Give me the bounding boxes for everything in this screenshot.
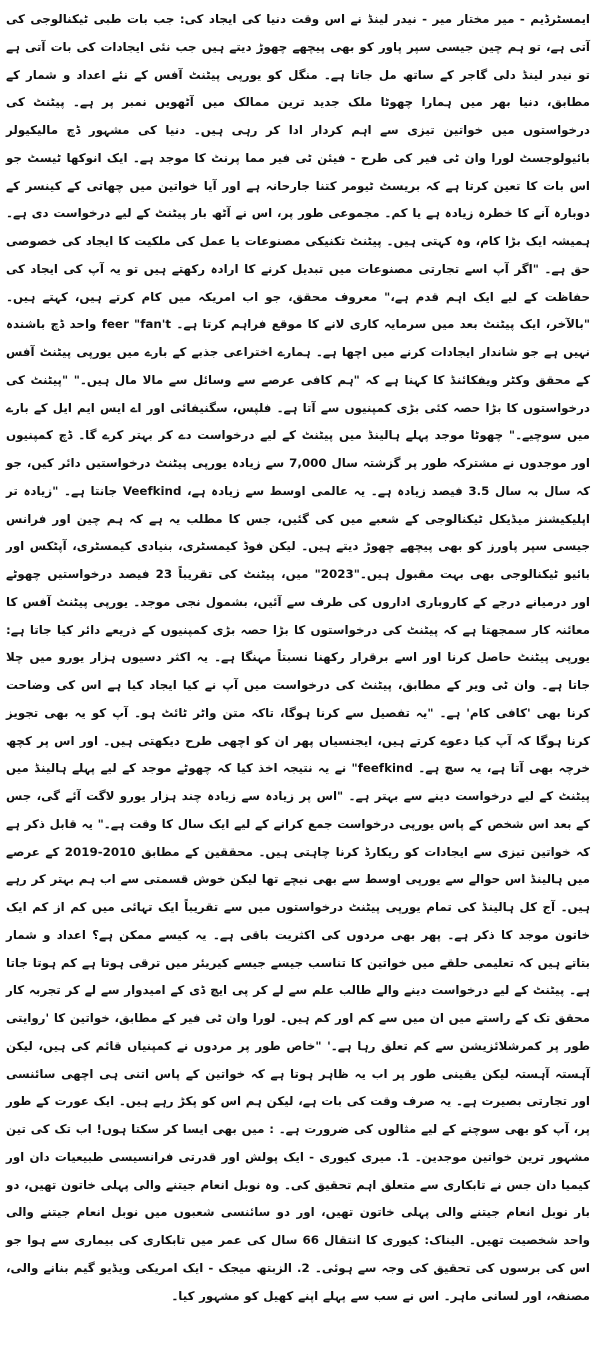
article-body-text: ایمسٹرڈیم - میر مختار میر - نیدر لینڈ نے اس وقت دنیا کی ایجاد کی: جب بات طبی ٹیکنالوجی کی آتی ہے، تو ہم چین جیسی سپر پاور کو بھی پیچھے چھوڑ دیتے ہیں جب نئی ایجادات کی بات آتی ہے تو نیدر لینڈ دلی گاجر کے ساتھ مل جاتا ہے۔ منگل کو یورپی پیٹنٹ آفس کے نئے اعداد و شمار کے مطابق، دنیا بھر میں ہمارا چھوٹا ملک جدید ترین ممالک میں آٹھویں نمبر پر ہے۔ پیٹنٹ کی درخواستوں میں خواتین تیزی سے اہم کردار ادا کر رہی ہیں۔ دنیا کی مشہور ڈچ مالیکیولر بائیولوجسٹ لورا وان ٹی فیر کی طرح - فیئن ٹی فیر مما پرنٹ کا موجد ہے۔ ایک انوکھا ٹیسٹ جو اس بات کا تعین کرتا ہے کہ بریسٹ ٹیومر کتنا جارحانہ ہے اور آیا خواتین میں چھاتی کے کینسر کے دوبارہ آنے کا خطرہ زیادہ ہے یا کم۔ مجموعی طور پر، اس نے آٹھ بار پیٹنٹ کے لیے درخواست دی ہے۔ ہمیشہ ایک بڑا کام، وہ کہتی ہیں۔ پیٹنٹ تکنیکی مصنوعات یا عمل کی ملکیت کا ایجاد کی خصوصی حق ہے۔ "اگر آپ اسے تجارتی مصنوعات میں تبدیل کرنے کا ارادہ رکھتے ہیں تو یہ آپ کی ایجاد کی حفاظت کے لیے ایک اہم قدم ہے،" معروف محقق، جو اب امریکہ میں کام کرتے ہیں، کہتے ہیں۔ "بالآخر، ایک پیٹنٹ بعد میں سرمایہ کاری لانے کا موقع فراہم کرتا ہے۔ feer "fan't واحد ڈچ باشندہ نہیں ہے جو شاندار ایجادات کرنے میں اچھا ہے۔ ہمارے اختراعی جذبے کے بارے میں یورپی پیٹنٹ آفس کے محقق وکٹر ویفکائنڈ کا کہنا ہے کہ "ہم کافی عرصے سے وسائل سے مالا مال ہیں۔" "پیٹنٹ کی درخواستوں کا بڑا حصہ کئی بڑی کمپنیوں سے آتا ہے۔ فلپس، سگنیفائی اور اے ایس ایم ایل کے بارے میں سوچیے۔" چھوٹا موجد پہلے ہالینڈ میں پیٹنٹ کے لیے درخواست دے کر بہتر کرے گا۔ ڈچ کمپنیوں اور موجدوں نے مشترکہ طور پر گزشتہ سال 7,000 سے زیادہ یورپی پیٹنٹ درخواستیں دائر کیں، جو کہ سال بہ سال 3.5 فیصد زیادہ ہے۔ یہ عالمی اوسط سے زیادہ ہے، Veefkind جانتا ہے۔ "زیادہ تر اپلیکیشنز میڈیکل ٹیکنالوجی کے شعبے میں کی گئیں، جس کا مطلب یہ ہے کہ ہم چین اور فرانس جیسی سپر پاورز کو بھی پیچھے چھوڑ دیتے ہیں۔ لیکن فوڈ کیمسٹری، بنیادی کیمسٹری، آپٹکس اور بائیو ٹیکنالوجی بھی بہت مقبول ہیں۔"2023" میں، پیٹنٹ کی تقریباً 23 فیصد درخواستیں چھوٹے اور درمیانے درجے کے کاروباری اداروں کی طرف سے آئیں، بشمول نجی موجد۔ یورپی پیٹنٹ آفس کا معائنہ کار سمجھتا ہے کہ پیٹنٹ کی درخواستوں کا بڑا حصہ بڑی کمپنیوں کے ذریعے دائر کیا جاتا ہے: یورپی پیٹنٹ حاصل کرنا اور اسے برقرار رکھنا نسبتاً مہنگا ہے۔ یہ اکثر دسیوں ہزار یورو میں چلا جاتا ہے۔ وان ٹی ویر کے مطابق، پیٹنٹ کی درخواست میں آپ نے کیا ایجاد کیا ہے اس کی وضاحت کرنا بھی 'کافی کام' ہے۔ "یہ تفصیل سے کرنا ہوگا، تاکہ متن واٹر ٹائٹ ہو۔ آپ کو یہ بھی تجویز کرنا ہوگا کہ آپ کیا دعوے کرتے ہیں، ایجنسیاں پھر ان کو اچھی طرح دیکھتی ہیں۔ اور اس پر کچھ خرچہ بھی آتا ہے، یہ سچ ہے۔ feefkind" نے یہ نتیجہ اخذ کیا کہ چھوٹے موجد کے لیے پہلے ہالینڈ میں پیٹنٹ کے لیے درخواست دینے سے بہتر ہے۔ "اس پر زیادہ سے زیادہ چند ہزار یورو لاگت آئے گی، جس کے بعد اس شخص کے پاس یورپی درخواست جمع کرانے کے لیے ایک سال کا وقت ہے۔" یہ قابل ذکر ہے کہ خواتین تیزی سے ایجادات کو ریکارڈ کرنا چاہتی ہیں۔ محققین کے مطابق 2010-2019 کے عرصے میں ہالینڈ اس حوالے سے یورپی اوسط سے بھی نیچے تھا لیکن خوش قسمتی سے اب ہم بہتر کر رہے ہیں۔ آج کل ہالینڈ کی تمام یورپی پیٹنٹ درخواستوں میں سے تقریباً ایک تہائی میں کم از کم ایک خاتون موجد کا ذکر ہے۔ پھر بھی مردوں کی اکثریت باقی ہے۔ یہ کیسے ممکن ہے؟ اعداد و شمار بتاتے ہیں کہ تعلیمی حلقے میں خواتین کا تناسب جیسے جیسے کیریئر میں ترقی ہوتا ہے کم ہوتا جاتا ہے۔ پیٹنٹ کے لیے درخواست دینے والے طالب علم سے لے کر پی ایچ ڈی کے امیدوار سے لے کر تجربہ کار محقق تک کے راستے میں ان میں سے کم اور کم ہیں۔ لورا وان ٹی فیر کے مطابق، خواتین کا 'روایتی طور پر کمرشلائزیشن سے کم تعلق رہا ہے۔' "خاص طور پر مردوں نے کمپنیاں قائم کی ہیں، لیکن آہستہ آہستہ لیکن یقینی طور پر اب یہ ظاہر ہوتا ہے کہ خواتین کے پاس اتنی ہی اچھی سائنسی اور تجارتی بصیرت ہے۔ یہ صرف وقت کی بات ہے، لیکن ہم اس کو پکڑ رہے ہیں۔ ایک عورت کے طور پر، آپ کو بھی سوچنے کے لیے مثالوں کی ضرورت ہے۔ : میں بھی ایسا کر سکتا ہوں! اب تک کی تین مشہور ترین خواتین موجدین۔ 1. میری کیوری - ایک پولش اور قدرتی فرانسیسی طبیعیات دان اور کیمیا دان جس نے تابکاری سے متعلق اہم تحقیق کی۔ وہ نوبل انعام جیتنے والی پہلی خاتون تھیں، دو بار نوبل انعام جیتنے والی پہلی خاتون تھیں، اور دو سائنسی شعبوں میں نوبل انعام جیتنے والی واحد شخصیت تھیں۔ الیناک: کیوری کا انتقال 66 سال کی عمر میں تابکاری کی بیماری سے ہوا جو اس کی برسوں کی تحقیق کی وجہ سے ہوئی۔ 2. الزبتھ میجک - ایک امریکی ویڈیو گیم بنانے والی، مصنفہ، اور لسانی ماہر۔ اس نے سب سے پہلے اپنے کھیل کو مشہور کیا۔	[6, 12, 591, 1303]
